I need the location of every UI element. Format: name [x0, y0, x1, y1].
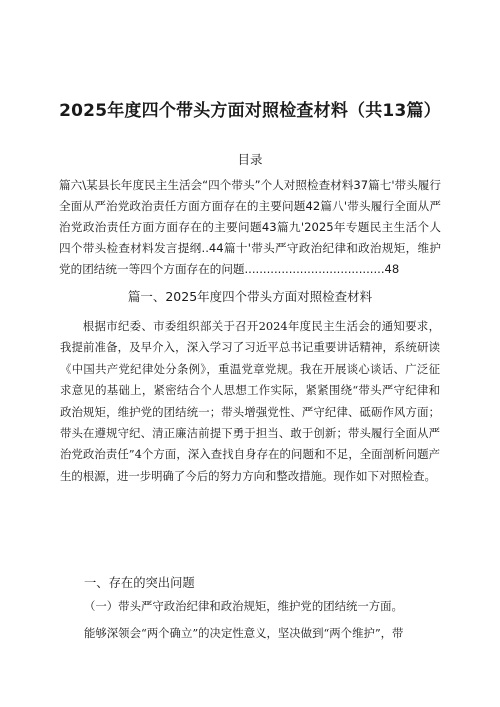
section-heading: 一、存在的突出问题 [84, 576, 195, 590]
intro-paragraph: 根据市纪委、市委组织部关于召开2024年度民主生活会的通知要求，我提前准备，及早介入，深入学习了习近平总书记重要讲话精神，系统研读《中国共产党纪律处分条例》，重温党章党规。我在开展谈心谈话、广泛征求意见的基础上，紧密结合个人思想工作实际，紧紧围绕“带头严守纪律和政治规矩，维护党的团结统一；带头增强党性、严守纪律、砥砺作风方面；带头在遵规守纪、清正廉洁前提下勇于担当、敢于创新；带头履行全面从严治党政治责任”4个方面，深入查找自身存在的问题和不足，全面剖析问题产生的根源，进一步明确了今后的努力方向和整改措施。现作如下对照检查。 [60, 319, 440, 483]
article-title: 篇一、2025年度四个带头方面对照检查材料 [127, 289, 373, 304]
sub-heading: （一）带头严守政治纪律和政治规矩，维护党的团结统一方面。 [84, 599, 403, 613]
toc-heading: 目录 [237, 152, 263, 167]
body-text-line: 能够深领会“两个确立”的决定性意义，坚决做到“两个维护”，带 [84, 626, 404, 640]
document-title: 2025年度四个带头方面对照检查材料（共13篇） [59, 101, 441, 121]
toc-entries: 篇六\某县长年度民主生活会“四个带头”个人对照检查材料37篇七'带头履行全面从严治党政治责任方面方面存在的主要问题42篇八'带头履行全面从严治党政治责任方面方面存在的主要问题43篇九'2025年专题民主生活个人四个带头检查材料发言提纲..44篇十'带头严守政治纪律和政治规矩，维护党的团结统一等四个方面存在的问题......................................48 [59, 178, 441, 276]
